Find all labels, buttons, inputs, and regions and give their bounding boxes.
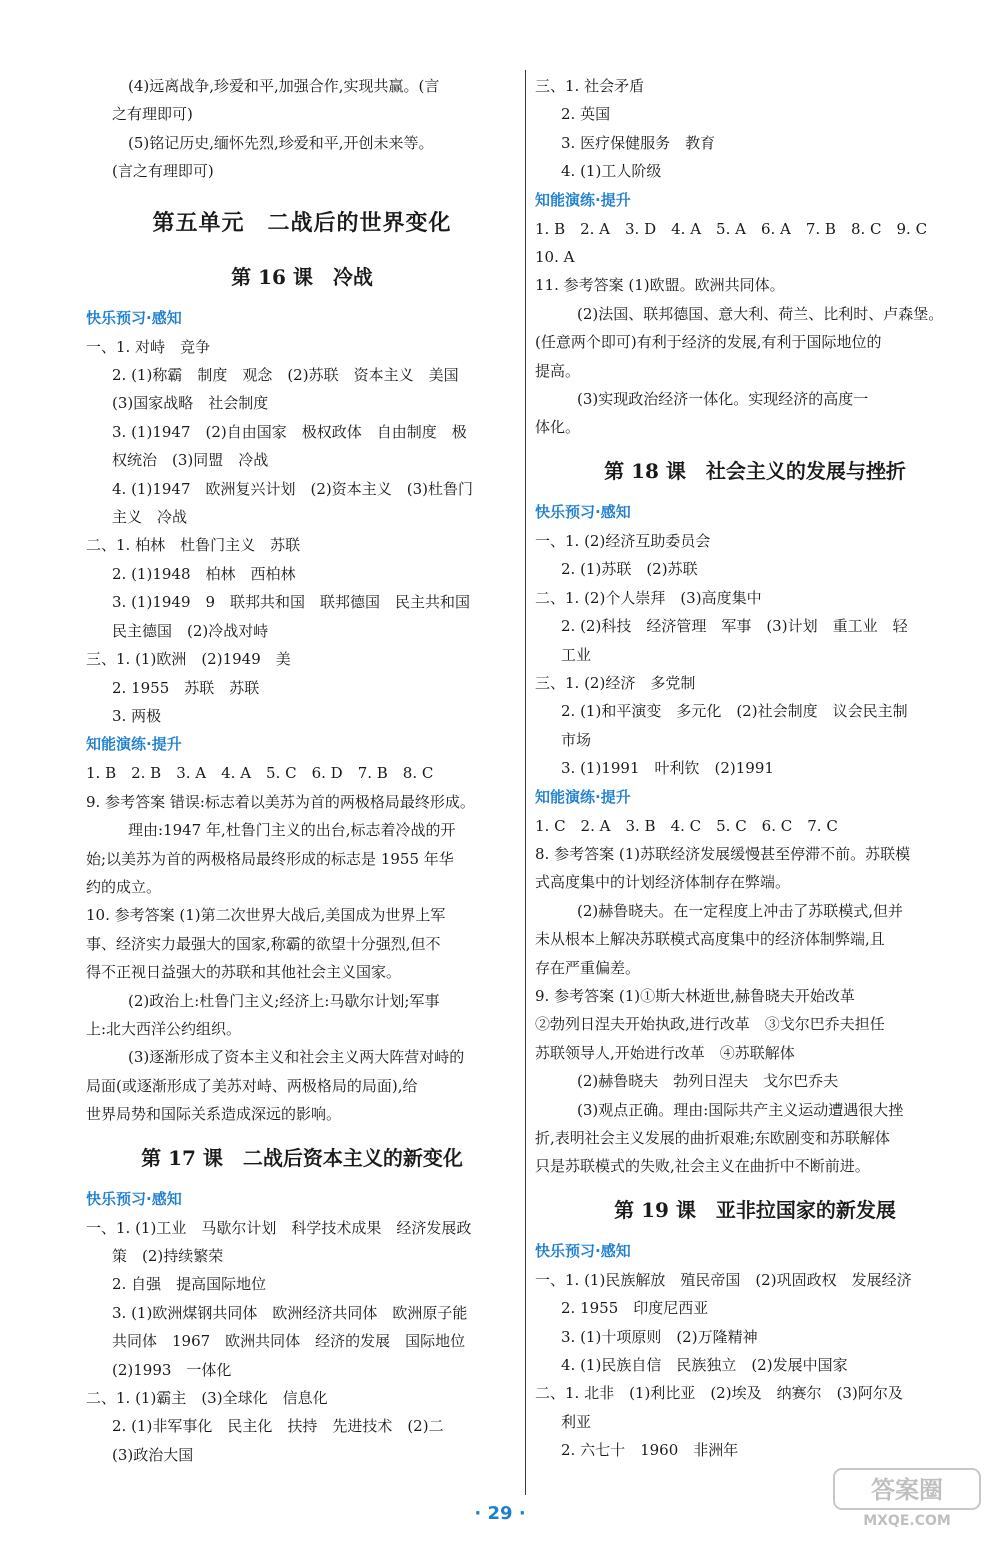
page-number-dot: · [474, 1503, 482, 1524]
answer-line: 3. (1)十项原则 (2)万隆精神 [561, 1327, 758, 1346]
section-preview-heading: 快乐预习·感知 [86, 308, 182, 327]
answer-line: 3. (1)1949 9 联邦共和国 联邦德国 民主共和国 [112, 593, 471, 612]
answer-line: 1. B 2. A 3. D 4. A 5. A 6. A 7. B 8. C 9. C [535, 219, 928, 238]
answer-line: 2. (2)科技 经济管理 军事 (3)计划 重工业 轻 [561, 617, 908, 636]
answer-line: 2. (1)称霸 制度 观念 (2)苏联 资本主义 美国 [112, 366, 459, 385]
answer-line: (3)逐渐形成了资本主义和社会主义两大阵营对峙的 [128, 1048, 465, 1067]
answer-line: 1. B 2. B 3. A 4. A 5. C 6. D 7. B 8. C [86, 764, 434, 783]
answer-line: 世界局势和国际关系造成深远的影响。 [86, 1105, 342, 1124]
answer-line: 之有理即可) [112, 105, 193, 124]
answer-line: 得不正视日益强大的苏联和其他社会主义国家。 [86, 963, 402, 982]
answer-line: 民主德国 (2)冷战对峙 [112, 621, 269, 640]
page-number-value: 29 [487, 1503, 513, 1524]
page-number-dot: · [518, 1503, 526, 1524]
answer-line: 一、1. (1)工业 马歇尔计划 科学技术成果 经济发展政 [86, 1218, 472, 1237]
answer-line: 理由:1947 年,杜鲁门主义的出台,标志着冷战的开 [128, 821, 456, 840]
answer-line: 市场 [561, 730, 592, 749]
answer-line: 10. 参考答案 (1)第二次世界大战后,美国成为世界上军 [86, 906, 446, 925]
answer-line: 只是苏联模式的失败,社会主义在曲折中不断前进。 [535, 1157, 870, 1176]
answer-line: 共同体 1967 欧洲共同体 经济的发展 国际地位 [112, 1332, 466, 1351]
answer-line: 2. (1)和平演变 多元化 (2)社会制度 议会民主制 [561, 702, 908, 721]
answer-line: (2)法国、联邦德国、意大利、荷兰、比利时、卢森堡。 [577, 304, 944, 323]
lesson-19-title: 第 19 课 亚非拉国家的新发展 [614, 1197, 896, 1222]
answer-line: 8. 参考答案 (1)苏联经济发展缓慢甚至停滞不前。苏联模 [535, 844, 911, 863]
answer-line: 3. (1)1991 叶利钦 (2)1991 [561, 759, 774, 778]
answer-line: 式高度集中的计划经济体制存在弊端。 [535, 873, 791, 892]
watermark-logo-icon [832, 1467, 982, 1529]
answer-line: 上:北大西洋公约组织。 [86, 1019, 242, 1038]
lesson-17-title: 第 17 课 二战后资本主义的新变化 [141, 1145, 463, 1170]
answer-line: 2. 1955 苏联 苏联 [112, 678, 260, 697]
answer-line: (任意两个即可)有利于经济的发展,有利于国际地位的 [535, 333, 882, 352]
answer-line: 一、1. (1)民族解放 殖民帝国 (2)巩固政权 发展经济 [535, 1270, 912, 1289]
answer-line: 2. 1955 印度尼西亚 [561, 1299, 709, 1318]
answer-line: 一、1. 对峙 竞争 [86, 337, 211, 356]
answer-line: 二、1. (2)个人崇拜 (3)高度集中 [535, 588, 762, 607]
answer-line: 未从根本上解决苏联模式高度集中的经济体制弊端,且 [535, 930, 885, 949]
answer-line: 三、1. (1)欧洲 (2)1949 美 [86, 650, 291, 669]
answer-line: 2. 六七十 1960 非洲年 [561, 1441, 739, 1460]
answer-line: 3. (1)欧洲煤钢共同体 欧洲经济共同体 欧洲原子能 [112, 1303, 468, 1322]
lesson-16-title: 第 16 课 冷战 [231, 264, 373, 289]
answer-line: (5)铭记历史,缅怀先烈,珍爱和平,开创未来等。 [128, 133, 434, 152]
right-column [535, 72, 975, 1465]
answer-line: 利亚 [561, 1412, 592, 1431]
section-practice-heading: 知能演练·提升 [535, 190, 631, 209]
answer-line: 9. 参考答案 错误:标志着以美苏为首的两极格局最终形成。 [86, 792, 475, 811]
answer-line: (3)国家战略 社会制度 [112, 394, 269, 413]
answer-line: 折,表明社会主义发展的曲折艰难;东欧剧变和苏联解体 [535, 1129, 890, 1147]
answer-line: 3. 两极 [112, 706, 162, 725]
section-preview-heading: 快乐预习·感知 [86, 1189, 182, 1208]
answer-line: 二、1. (1)霸主 (3)全球化 信息化 [86, 1389, 328, 1408]
answer-line: 苏联领导人,开始进行改革 ④苏联解体 [535, 1043, 795, 1062]
answer-line: 工业 [561, 645, 592, 664]
answer-line: 3. (1)1947 (2)自由国家 极权政体 自由制度 极 [112, 422, 467, 441]
answer-line: 存在严重偏差。 [535, 958, 641, 977]
answer-line: 二、1. 北非 (1)利比亚 (2)埃及 纳赛尔 (3)阿尔及 [535, 1384, 903, 1403]
unit-title: 第五单元 二战后的世界变化 [152, 209, 452, 236]
answer-line: 提高。 [535, 361, 581, 380]
answer-line: 三、1. 社会矛盾 [535, 77, 645, 95]
answer-line: 三、1. (2)经济 多党制 [535, 673, 696, 692]
column-divider [525, 70, 526, 1495]
answer-line: 2. (1)1948 柏林 西柏林 [112, 564, 296, 583]
answer-line: 事、经济实力最强大的国家,称霸的欲望十分强烈,但不 [86, 934, 441, 953]
answer-line: 2. 英国 [561, 105, 611, 124]
left-column [86, 72, 518, 1469]
answer-line: (2)1993 一体化 [112, 1360, 232, 1379]
answer-line: 9. 参考答案 (1)①斯大林逝世,赫鲁晓夫开始改革 [535, 986, 855, 1005]
answer-line: 主义 冷战 [112, 508, 188, 527]
answer-line: (2)赫鲁晓夫 勃列日涅夫 戈尔巴乔夫 [577, 1072, 839, 1091]
answer-line: (2)赫鲁晓夫。在一定程度上冲击了苏联模式,但并 [577, 901, 904, 920]
watermark-text-top: 答案圈 [871, 1476, 943, 1504]
answer-line: 2. (1)非军事化 民主化 扶持 先进技术 (2)二 [112, 1417, 444, 1436]
answer-line: 局面(或逐渐形成了美苏对峙、两极格局的局面),给 [86, 1076, 418, 1095]
answer-line: 4. (1)1947 欧洲复兴计划 (2)资本主义 (3)杜鲁门 [112, 479, 473, 498]
watermark-text-bottom: MXQE.COM [863, 1513, 951, 1529]
answer-line: (3)观点正确。理由:国际共产主义运动遭遇很大挫 [577, 1100, 904, 1119]
section-practice-heading: 知能演练·提升 [535, 787, 631, 806]
answer-line: 一、1. (2)经济互助委员会 [535, 531, 711, 550]
answer-line: 4. (1)民族自信 民族独立 (2)发展中国家 [561, 1356, 848, 1375]
answer-line: (3)政治大国 [112, 1445, 194, 1464]
section-practice-heading: 知能演练·提升 [86, 735, 182, 754]
answer-line: ②勃列日涅夫开始执政,进行改革 ③戈尔巴乔夫担任 [535, 1015, 885, 1034]
answer-line: (2)政治上:杜鲁门主义;经济上:马歇尔计划;军事 [128, 991, 440, 1010]
answer-line: 10. A [535, 248, 575, 267]
answer-line: 权统治 (3)同盟 冷战 [112, 451, 269, 470]
answer-line: 2. 自强 提高国际地位 [112, 1275, 267, 1294]
section-preview-heading: 快乐预习·感知 [535, 502, 631, 521]
answer-line: 2. (1)苏联 (2)苏联 [561, 560, 698, 579]
lesson-18-title: 第 18 课 社会主义的发展与挫折 [604, 458, 906, 483]
answer-line: 始;以美苏为首的两极格局最终形成的标志是 1955 年华 [86, 849, 454, 868]
answer-line: (3)实现政治经济一体化。实现经济的高度一 [577, 390, 869, 409]
answer-line: 4. (1)工人阶级 [561, 162, 662, 181]
answer-line: 1. C 2. A 3. B 4. C 5. C 6. C 7. C [535, 816, 838, 835]
answer-line: 策 (2)持续繁荣 [112, 1247, 224, 1265]
answer-line: 11. 参考答案 (1)欧盟。欧洲共同体。 [535, 276, 785, 295]
section-preview-heading: 快乐预习·感知 [535, 1241, 631, 1260]
answer-line: 体化。 [535, 418, 581, 437]
answer-line: (言之有理即可) [112, 162, 214, 181]
answer-line: 二、1. 柏林 杜鲁门主义 苏联 [86, 536, 301, 555]
answer-line: 约的成立。 [86, 877, 162, 896]
answer-line: (4)远离战争,珍爱和平,加强合作,实现共赢。(言 [128, 77, 440, 95]
answer-line: 3. 医疗保健服务 教育 [561, 133, 716, 152]
